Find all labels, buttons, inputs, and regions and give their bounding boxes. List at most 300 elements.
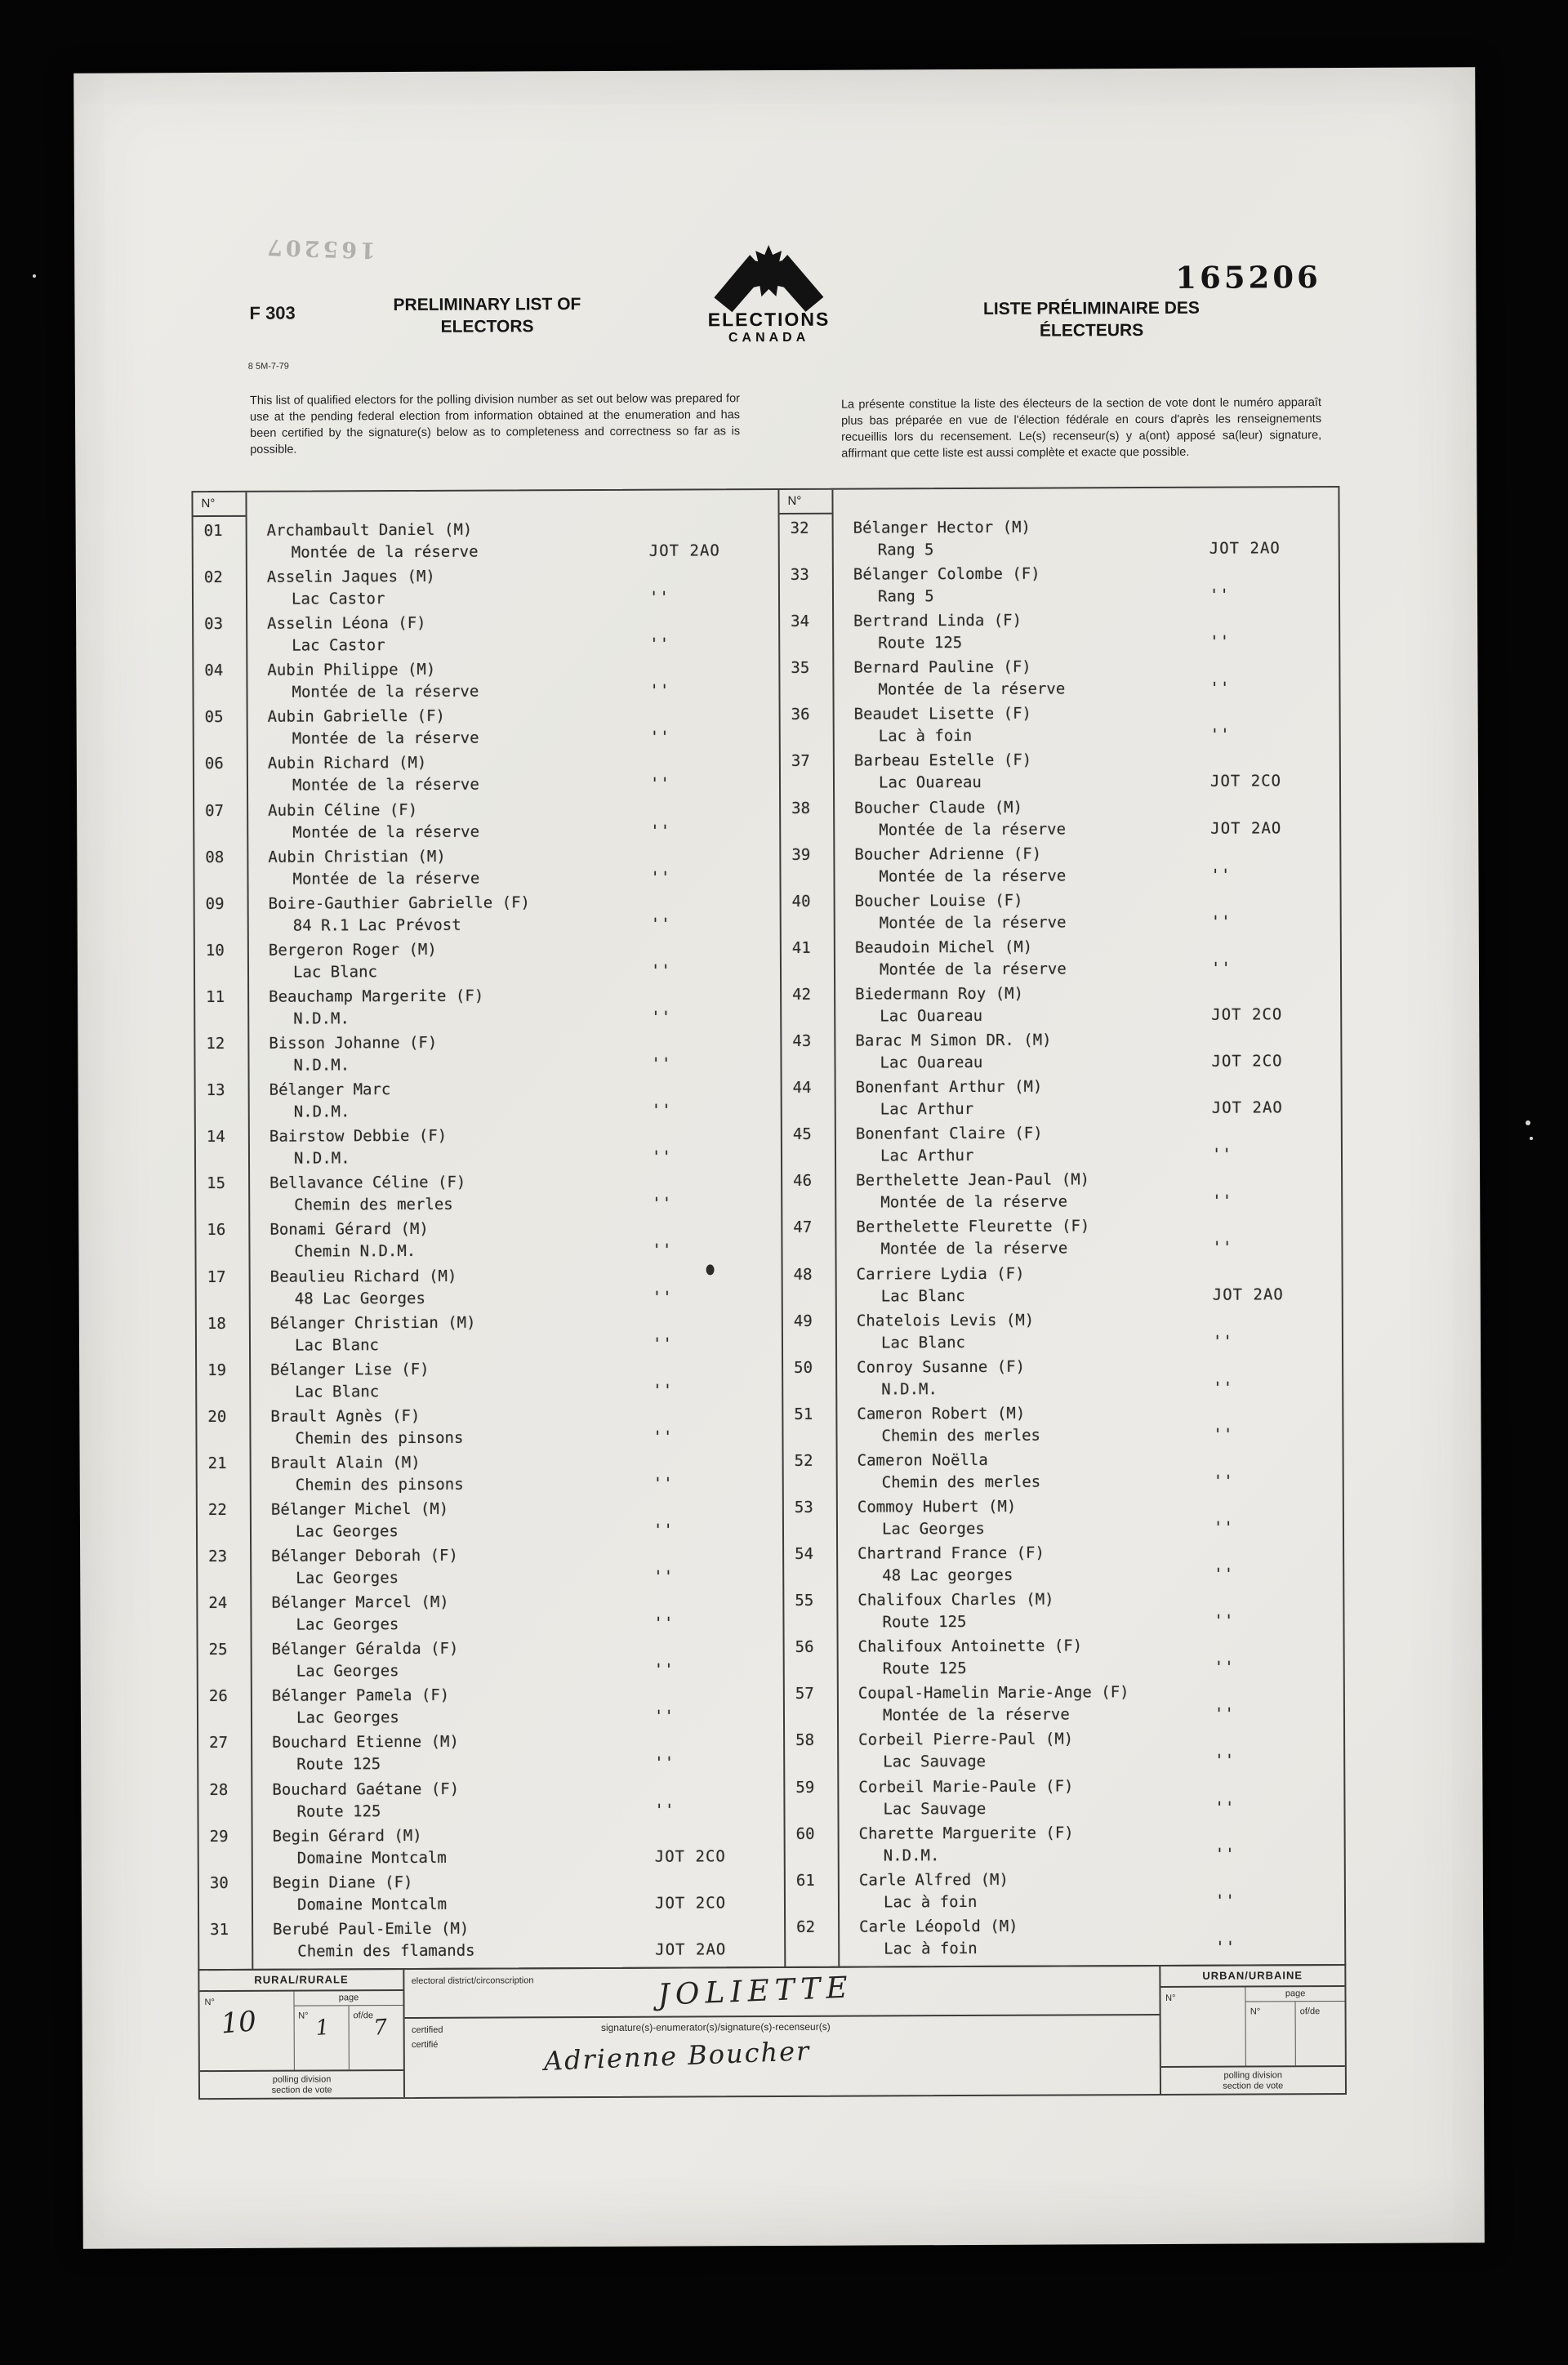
elector-entry — [197, 1357, 782, 1406]
polling-division-number-cell — [199, 1992, 293, 2070]
elector-name: Bélanger Deborah (F) — [271, 1546, 458, 1566]
elector-number: 37 — [791, 752, 810, 771]
elector-address: Montée de la réserve — [292, 682, 479, 701]
elector-entry — [783, 1401, 1342, 1450]
elector-entry — [194, 564, 778, 613]
elector-address: Domaine Montcalm — [296, 1848, 447, 1868]
elector-number: 03 — [204, 615, 224, 634]
description-english: This list of qualified electors for the polling division number as set out below was prepared for use at the pending federal election from information obtained at the enumeration and has been certified by the signature(s) below as to completeness and correctness so far as is possible. — [249, 392, 741, 457]
page-label: page — [1285, 1989, 1306, 1999]
elector-postal-code: '' — [1210, 959, 1232, 978]
elector-name: Conroy Susanne (F) — [857, 1357, 1026, 1377]
pages-total-cell — [348, 2006, 403, 2069]
elector-entry — [198, 1777, 783, 1826]
elector-address: Montée de la réserve — [882, 1705, 1070, 1725]
elector-entry — [198, 1637, 783, 1686]
elector-entry — [781, 748, 1339, 797]
pages-total-handwritten: 7 — [372, 2015, 389, 2041]
elector-number: 30 — [209, 1873, 229, 1892]
elector-entry — [786, 1914, 1344, 1963]
elector-name: Aubin Philippe (M) — [267, 661, 436, 680]
elector-address: 48 Lac Georges — [294, 1289, 425, 1308]
elector-name: Bélanger Marcel (M) — [271, 1592, 449, 1612]
elector-number: 15 — [207, 1174, 226, 1193]
elector-name: Bélanger Pamela (F) — [271, 1686, 450, 1706]
elector-address: N.D.M. — [881, 1379, 938, 1399]
elector-name: Carle Alfred (M) — [858, 1870, 1009, 1890]
elector-number: 02 — [203, 568, 223, 587]
elector-address: N.D.M. — [883, 1846, 940, 1865]
elector-address: N.D.M. — [293, 1149, 350, 1168]
elector-entry — [197, 1404, 782, 1453]
elector-entry — [782, 1168, 1341, 1217]
elector-name: Beauchamp Margerite (F) — [269, 987, 484, 1006]
elector-address: Lac Georges — [295, 1522, 399, 1541]
urban-page-number-cell — [1246, 2002, 1295, 2065]
elector-number: 05 — [204, 708, 224, 727]
elector-number: 46 — [793, 1172, 813, 1191]
elector-entry — [194, 704, 779, 753]
elector-entry — [782, 1028, 1340, 1077]
elector-address: Chemin N.D.M. — [294, 1242, 416, 1261]
elector-address: Chemin des merles — [881, 1426, 1041, 1445]
elector-name: Chatelois Levis (M) — [856, 1311, 1035, 1330]
elector-entry — [784, 1588, 1343, 1637]
elector-postal-code: '' — [653, 1707, 675, 1726]
elector-entry — [780, 655, 1339, 704]
elector-address: Montée de la réserve — [292, 822, 480, 842]
urban-page-cell — [1245, 1987, 1345, 2066]
elector-number: 29 — [209, 1827, 229, 1846]
elections-canada-logo — [679, 243, 859, 346]
elector-address: Route 125 — [296, 1755, 381, 1775]
elector-number: 50 — [794, 1358, 813, 1377]
elector-entry — [194, 657, 778, 706]
enumerator-signature-handwritten: Adrienne Boucher — [543, 2035, 812, 2077]
page-label: page — [338, 1993, 359, 2003]
elector-postal-code: '' — [1214, 1565, 1235, 1583]
elector-postal-code: '' — [1214, 1891, 1236, 1910]
elector-name: Beaulieu Richard (M) — [270, 1267, 457, 1286]
elector-number: 08 — [205, 848, 225, 866]
elector-name: Biedermann Roy (M) — [855, 984, 1024, 1004]
elector-entry — [781, 795, 1339, 844]
elector-name: Cameron Noëlla — [857, 1450, 988, 1470]
elector-number: 24 — [208, 1594, 228, 1613]
elector-postal-code: '' — [1210, 866, 1232, 884]
elector-name: Chalifoux Charles (M) — [858, 1590, 1054, 1610]
elector-number: 11 — [206, 987, 225, 1006]
elector-postal-code: JOT 2AO — [1209, 539, 1281, 558]
number-label: N° — [204, 1998, 215, 2008]
elector-entry — [196, 1217, 781, 1266]
elector-entry — [785, 1634, 1343, 1683]
elector-address: Lac Blanc — [292, 962, 378, 982]
elector-name: Bélanger Christian (M) — [270, 1313, 476, 1333]
elector-name: Carle Léopold (M) — [859, 1917, 1018, 1936]
elector-address: N.D.M. — [293, 1102, 350, 1121]
elector-address: Chemin des pinsons — [295, 1475, 464, 1494]
elector-postal-code: '' — [1212, 1191, 1233, 1210]
elector-name: Begin Diane (F) — [272, 1873, 413, 1892]
elector-address: Lac Castor — [291, 590, 385, 608]
elector-name: Coupal-Hamelin Marie-Ange (F) — [858, 1683, 1129, 1703]
elector-name: Bernard Pauline (F) — [853, 657, 1031, 677]
elector-name: Bairstow Debbie (F) — [269, 1126, 448, 1146]
elector-postal-code: '' — [653, 1660, 675, 1679]
elector-postal-code: '' — [648, 588, 670, 607]
ink-blot-artifact — [706, 1264, 715, 1275]
elector-name: Bonami Gérard (M) — [270, 1220, 429, 1240]
elector-address: Lac Blanc — [880, 1333, 965, 1352]
elector-postal-code: '' — [651, 1101, 672, 1120]
elector-postal-code: '' — [1212, 1332, 1233, 1351]
elector-entry — [784, 1494, 1343, 1543]
elector-name: Barac M Simon DR. (M) — [855, 1031, 1052, 1050]
elector-postal-code: '' — [650, 868, 671, 887]
elector-number: 48 — [793, 1265, 813, 1284]
elector-number: 62 — [796, 1917, 816, 1936]
title-english: PRELIMINARY LIST OF ELECTORS — [393, 295, 581, 336]
elector-number: 57 — [795, 1685, 814, 1704]
elector-entry — [198, 1497, 782, 1546]
elector-number: 40 — [791, 892, 811, 911]
elector-address: Lac Ouareau — [878, 773, 982, 792]
of-de-label: of/de — [1299, 2006, 1321, 2017]
elector-name: Boire-Gauthier Gabrielle (F) — [268, 893, 530, 913]
elector-number: 14 — [206, 1128, 225, 1147]
elector-address: Lac Ouareau — [880, 1006, 983, 1026]
dust-speck — [33, 274, 36, 278]
elector-name: Berthelette Jean-Paul (M) — [856, 1170, 1090, 1190]
elector-address: Lac Blanc — [294, 1335, 379, 1355]
elector-postal-code: '' — [653, 1521, 674, 1539]
elector-address: Chemin des flamands — [297, 1941, 475, 1961]
elector-postal-code: '' — [1213, 1472, 1234, 1490]
elector-entry — [785, 1681, 1343, 1730]
elector-entry — [198, 1450, 782, 1499]
electors-table — [191, 486, 1346, 1971]
elector-number: 41 — [791, 938, 811, 957]
elector-entry — [194, 844, 779, 893]
elector-address: Lac Georges — [296, 1662, 399, 1681]
elector-address: Domaine Montcalm — [296, 1895, 448, 1914]
elector-entry — [194, 611, 778, 660]
elector-address: Lac à foin — [884, 1939, 978, 1958]
elector-name: Archambault Daniel (M) — [266, 520, 473, 540]
elector-postal-code: '' — [1209, 679, 1231, 697]
elector-number: 56 — [795, 1638, 814, 1657]
elector-entry — [781, 701, 1339, 750]
elector-number: 47 — [793, 1218, 813, 1237]
rural-section — [199, 1970, 403, 2098]
elector-address: Route 125 — [296, 1802, 381, 1821]
elector-entry — [783, 1261, 1342, 1310]
elector-number: 58 — [795, 1731, 815, 1750]
urban-polling-number-cell — [1160, 1988, 1245, 2066]
elector-postal-code: '' — [652, 1194, 673, 1213]
elector-name: Asselin Léona (F) — [267, 614, 426, 633]
elector-entry — [782, 889, 1340, 938]
urban-section — [1160, 1966, 1345, 2094]
elector-number: 43 — [792, 1031, 812, 1050]
elector-address: Montée de la réserve — [879, 913, 1067, 933]
elector-entry — [782, 1214, 1341, 1263]
urban-pages-total-cell — [1295, 2002, 1345, 2065]
elector-entry — [196, 1077, 781, 1126]
elector-entry — [780, 515, 1339, 564]
elector-address: Lac Ouareau — [880, 1053, 983, 1072]
electors-entries-left — [194, 518, 785, 1966]
elector-address: Lac Sauvage — [883, 1753, 987, 1771]
elector-name: Aubin Christian (M) — [268, 847, 446, 866]
dust-speck — [1526, 1120, 1530, 1125]
elector-postal-code: '' — [654, 1754, 675, 1773]
elector-name: Aubin Richard (M) — [267, 754, 427, 773]
elector-number: 52 — [794, 1451, 813, 1470]
elector-entry — [786, 1868, 1344, 1917]
elector-postal-code: JOT 2CO — [1211, 1052, 1283, 1071]
elector-address: Rang 5 — [877, 587, 934, 606]
elector-number: 60 — [795, 1824, 815, 1843]
elector-number: 26 — [208, 1687, 228, 1706]
elector-address: Route 125 — [882, 1659, 967, 1678]
elector-name: Asselin Jaques (M) — [266, 567, 435, 586]
elector-number: 31 — [210, 1920, 229, 1939]
elector-entry — [197, 1311, 782, 1360]
number-label: N° — [298, 2011, 309, 2021]
elector-address: Montée de la réserve — [880, 1192, 1068, 1212]
elector-name: Bisson Johanne (F) — [269, 1033, 438, 1053]
elector-address: Lac Sauvage — [883, 1799, 987, 1818]
elector-postal-code: JOT 2AO — [655, 1940, 727, 1959]
elector-number: 16 — [207, 1221, 226, 1240]
elector-name: Commoy Hubert (M) — [857, 1497, 1017, 1517]
elector-number: 44 — [792, 1078, 812, 1098]
elector-name: Chartrand France (F) — [858, 1543, 1045, 1563]
elector-entry — [780, 608, 1339, 657]
elector-address: Lac à foin — [878, 727, 973, 746]
elector-postal-code: '' — [649, 681, 670, 700]
elector-entry — [782, 1075, 1341, 1124]
electors-entries-right — [780, 515, 1345, 1963]
elector-entry — [199, 1917, 784, 1966]
elector-address: Montée de la réserve — [292, 728, 479, 748]
elector-postal-code: '' — [1209, 632, 1231, 651]
maple-leaf-flag-icon — [707, 243, 830, 314]
elector-address: Lac Arthur — [880, 1147, 974, 1165]
elector-postal-code: '' — [1214, 1611, 1235, 1630]
elector-entry — [198, 1590, 782, 1639]
elector-postal-code: '' — [652, 1334, 673, 1353]
elector-address: 84 R.1 Lac Prévost — [292, 915, 461, 935]
elector-address: Rang 5 — [877, 541, 934, 559]
elector-postal-code: '' — [1215, 1938, 1236, 1957]
elector-number: 54 — [795, 1544, 814, 1563]
elector-postal-code: JOT 2AO — [648, 541, 720, 560]
elector-number: 13 — [206, 1081, 225, 1100]
elector-entry — [194, 750, 779, 799]
elector-number: 36 — [791, 706, 810, 724]
elector-postal-code: '' — [651, 1054, 672, 1073]
elector-name: Bergeron Roger (M) — [268, 940, 437, 960]
elector-entry — [195, 891, 780, 940]
elector-entry — [194, 518, 778, 567]
stamped-serial-number: 165206 — [1175, 259, 1321, 296]
elector-postal-code: '' — [1214, 1798, 1236, 1817]
elector-number: 55 — [795, 1591, 814, 1610]
elector-postal-code: '' — [653, 1567, 675, 1586]
elector-name: Boucher Claude (M) — [854, 798, 1023, 817]
elector-name: Bouchard Etienne (M) — [272, 1733, 459, 1753]
elector-address: Lac à foin — [883, 1892, 978, 1912]
elector-entry — [196, 1124, 781, 1173]
elector-name: Bouchard Gaétane (F) — [272, 1779, 460, 1799]
elector-entry — [195, 938, 780, 987]
elector-postal-code: '' — [1209, 586, 1230, 604]
elector-name: Bélanger Colombe (F) — [853, 564, 1040, 584]
elector-entry — [197, 1263, 782, 1312]
elector-postal-code: '' — [651, 1147, 672, 1166]
elector-postal-code: '' — [654, 1801, 675, 1819]
elector-entry — [198, 1730, 783, 1779]
urban-header: URBAN/URBAINE — [1160, 1966, 1344, 1988]
elector-address: Lac Georges — [296, 1615, 399, 1634]
elector-number: 25 — [208, 1641, 228, 1659]
elector-name: Bonenfant Arthur (M) — [855, 1077, 1043, 1097]
electoral-district-cell — [405, 1966, 1160, 2019]
elector-name: Berthelette Fleurette (F) — [856, 1217, 1090, 1236]
elector-entry — [784, 1448, 1343, 1497]
elector-address: Montée de la réserve — [880, 1239, 1068, 1258]
elector-entry — [785, 1727, 1343, 1776]
elector-entry — [780, 562, 1339, 611]
elector-postal-code: JOT 2CO — [654, 1894, 727, 1913]
elector-name: Beaudoin Michel (M) — [854, 938, 1033, 957]
electors-column-right — [777, 488, 1344, 1966]
elector-postal-code: '' — [650, 822, 671, 840]
elector-postal-code: '' — [653, 1381, 674, 1400]
polling-division-label: polling division section de vote — [200, 2069, 403, 2098]
elector-postal-code: '' — [1213, 1378, 1234, 1397]
elector-number: 10 — [205, 941, 225, 960]
elector-postal-code: '' — [1211, 1145, 1232, 1164]
elector-number: 28 — [209, 1780, 229, 1799]
elector-number: 07 — [205, 801, 225, 820]
certification-footer — [198, 1964, 1347, 2100]
elector-postal-code: '' — [653, 1614, 675, 1632]
elector-address: Montée de la réserve — [879, 820, 1067, 840]
description-french: La présente constitue la liste des électeurs de la section de vote dont le numéro apparaît plus bas préparée en vue de l'élection fédérale en cours d'après les renseignements recueillis lors du recensement. Le(s) recenseur(s) y a(ont) apposé sa(leur) signature, affirmant que cette liste est aussi complète et exacte que possible. — [840, 396, 1322, 461]
polling-division-label: polling division section de vote — [1160, 2065, 1345, 2094]
elector-postal-code: '' — [1214, 1752, 1236, 1770]
elector-number: 01 — [203, 521, 223, 541]
elector-entry — [198, 1543, 782, 1592]
elector-address: Chemin des merles — [294, 1196, 453, 1214]
elector-name: Barbeau Estelle (F) — [853, 751, 1032, 771]
electors-column-left — [193, 490, 784, 1969]
elector-postal-code: '' — [1214, 1704, 1235, 1724]
elector-number: 53 — [794, 1498, 813, 1517]
district-and-signature-section — [403, 1966, 1161, 2097]
scanned-paper-sheet — [74, 67, 1485, 2248]
elector-postal-code: '' — [653, 1474, 674, 1493]
page-cell — [293, 1991, 403, 2070]
elector-number: 59 — [795, 1778, 815, 1797]
elector-entry — [196, 1170, 781, 1219]
elector-number: 09 — [205, 894, 225, 913]
elector-number: 23 — [208, 1548, 228, 1566]
elector-postal-code: '' — [651, 1008, 672, 1027]
elector-postal-code: '' — [649, 775, 670, 794]
elector-postal-code: JOT 2AO — [1211, 1098, 1283, 1117]
logo-text-elections: ELECTIONS — [707, 308, 831, 331]
elector-name: Bertrand Linda (F) — [853, 611, 1022, 630]
elector-number: 22 — [207, 1500, 227, 1520]
page-number-cell — [294, 2006, 349, 2069]
elector-number: 21 — [207, 1454, 227, 1472]
elector-number: 45 — [792, 1125, 812, 1144]
elector-name: Charette Marguerite (F) — [858, 1824, 1074, 1843]
elector-entry — [782, 1121, 1341, 1170]
elector-entry — [785, 1775, 1343, 1824]
elector-entry — [194, 798, 779, 847]
elector-name: Bélanger Hector (M) — [853, 518, 1031, 537]
elector-entry — [195, 1031, 780, 1080]
elector-number: 49 — [793, 1312, 813, 1330]
number-column-header: N° — [779, 490, 831, 514]
elector-entry — [781, 842, 1339, 891]
elector-postal-code: JOT 2CO — [1209, 772, 1282, 791]
elector-address: Lac Castor — [292, 636, 385, 655]
elector-number: 33 — [790, 565, 809, 585]
elector-entry — [782, 982, 1340, 1031]
elector-entry — [199, 1824, 784, 1873]
elector-number: 34 — [791, 612, 810, 631]
elector-number: 39 — [791, 845, 811, 864]
elector-address: Lac Georges — [881, 1519, 985, 1539]
elector-address: Montée de la réserve — [879, 866, 1067, 886]
elector-postal-code: JOT 2CO — [1211, 1005, 1283, 1024]
electoral-district-handwritten: JOLIETTE — [657, 1971, 854, 2012]
elector-address: Lac Blanc — [880, 1286, 965, 1305]
elector-name: Bélanger Michel (M) — [270, 1499, 449, 1519]
elector-name: Cameron Robert (M) — [857, 1404, 1026, 1423]
elector-postal-code: '' — [1214, 1658, 1235, 1677]
number-column-header: N° — [193, 492, 245, 517]
number-label: N° — [1250, 2006, 1261, 2017]
elector-address: Montée de la réserve — [292, 776, 479, 795]
elector-name: Berubé Paul-Emile (M) — [273, 1919, 470, 1939]
elector-name: Boucher Adrienne (F) — [854, 844, 1042, 864]
elector-number: 38 — [791, 799, 811, 817]
title-french: LISTE PRÉLIMINAIRE DES ÉLECTEURS — [982, 298, 1200, 341]
logo-text-canada: CANADA — [728, 330, 810, 345]
elector-address: Lac Blanc — [295, 1382, 380, 1401]
elector-number: 20 — [207, 1407, 227, 1426]
elector-postal-code: JOT 2AO — [1210, 818, 1282, 838]
of-de-label: of/de — [353, 2011, 374, 2021]
elector-name: Bellavance Céline (F) — [270, 1173, 466, 1193]
elector-entry — [784, 1541, 1343, 1590]
page-number-handwritten: 1 — [314, 2015, 330, 2042]
elector-postal-code: '' — [1213, 1425, 1234, 1444]
elector-entry — [198, 1683, 783, 1732]
elector-number: 27 — [209, 1734, 229, 1753]
elector-postal-code: '' — [1212, 1238, 1233, 1258]
elector-number: 18 — [207, 1314, 226, 1333]
elector-postal-code: '' — [650, 915, 671, 933]
